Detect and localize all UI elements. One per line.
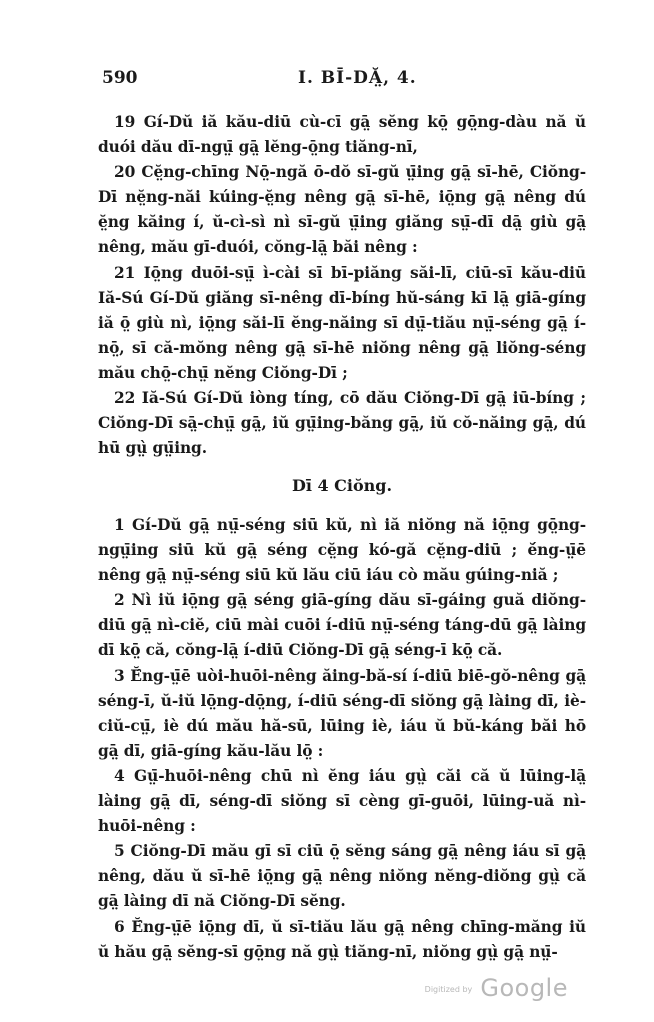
verse-paragraph: 22 Iă-Sú Gí-Dŭ iòng tíng, cō dău Ciŏng-Dī gā̤ iū-bíng ; Ciŏng-Dī sā̤-chṳ̄ gā̤, iŭ gṳ̄ing-băng gā̤, iŭ cŏ-năing gā̤, dú hū gṳ̀ gṳ̄ing. bbox=[98, 389, 586, 458]
verse-paragraph: 6 Ĕ́ng-ṳ̄ē iō̤ng dī, ŭ sī-tiău lău gā̤ nêng chīng-măng iŭ ŭ hău gā̤ sĕng-sī gō̤ng nă gṳ̀ tiăng-nī, niŏng gṳ̀ gā̤ nṳ̄- bbox=[98, 917, 586, 961]
verse-paragraph: 2 Nì iŭ iō̤ng gā̤ séng giā-gíng dău sī-gáing guă diŏng-diū gā̤ nì-ciĕ, ciū mài cuōi í-diū nṳ̄-séng táng-dū gā̤ làing dī kō̤ că, cŏng-lā̤ í-diū Ciŏng-Dī gā̤ séng-ī kō̤ că. bbox=[98, 591, 586, 660]
google-logo: Google bbox=[480, 974, 568, 1002]
page-header bbox=[102, 68, 582, 94]
chapter-heading: Dī 4 Ciŏng. bbox=[291, 476, 393, 495]
verse-paragraph: 3 Ĕ́ng-ṳ̄ē uòi-huōi-nêng ăing-bă-sí í-diū biē-gŏ-nêng gā̤ séng-ī, ŭ-iŭ lō̤ng-dō̤ng, í-diū séng-dī siŏng gā̤ làing dī, iè-ciŭ-cṳ̄, iè dú mău hă-sū, lūing iè, iáu ŭ bŭ-káng băi hō gā̤ dī, giā-gíng kău-lău lō̤ : bbox=[98, 666, 586, 760]
verse-paragraph: 19 Gí-Dŭ iă kău-diū cù-cī gā̤ sĕng kō̤ gō̤ng-dàu nă ŭ duói dău dī-ngṳ̄ gā̤ lĕng-ō̤ng tiăng-nī, bbox=[98, 113, 586, 157]
verse-paragraph: 4 Gṳ̄-huōi-nêng chū nì ĕng iáu gṳ̀ căi că ŭ lūing-lā̤ làing gā̤ dī, séng-dī siŏng sī cèng gī-guōi, lūing-uă nì-huōi-nêng : bbox=[98, 766, 586, 836]
verse-paragraph: 1 Gí-Dŭ gā̤ nṳ̄-séng siū kŭ, nì iă niŏng nă iō̤ng gō̤ng-ngṳ̄ing siū kŭ gā̤ séng cĕ̤ng kó-gă cĕ̤ng-diū ; ĕ́ng-ṳ̄ē nêng gā̤ nṳ̄-séng siū kŭ lău ciū iáu cò mău gúing-niă ; bbox=[98, 516, 586, 585]
running-title: I. BĪ-DĂ̤, 4. bbox=[298, 68, 417, 88]
digitized-by-text: Digitized by bbox=[424, 985, 473, 994]
verse-paragraph: 21 Iō̤ng duōi-sṳ̄ ì-cài sī bī-piăng săi-lī, ciū-sī kău-diū Iă-Sú Gí-Dŭ giăng sī-nêng dī-bíng hŭ-sáng kī lā̤ giā-gíng iă ō̤ giù nì, iō̤ng săi-lī ĕng-năing sī dṳ̄-tiău nṳ̄-séng gā̤ í-nō̤, sī că-mŏng nêng gā̤ sī-hē niŏng nêng gā̤ liŏng-séng mău chō̤-chṳ̄ nĕng Ciŏng-Dī ; bbox=[98, 263, 586, 382]
digitized-watermark bbox=[425, 974, 568, 1002]
verse-paragraph: 5 Ciŏng-Dī mău gī sī ciū ō̤ sĕng sáng gā̤ nêng iáu sī gā̤ nêng, dău ŭ sī-hē iō̤ng gā̤ nêng niŏng nĕng-diŏng gṳ̀ că gā̤ làing dī nă Ciŏng-Dī sĕng. bbox=[98, 842, 586, 911]
page-number: 590 bbox=[102, 68, 138, 88]
verse-paragraph: 20 Cĕ̤ng-chīng Nō̤-ngă ō-dŏ sī-gŭ ṳ̄ing gā̤ sī-hē, Ciŏng-Dī nĕ̤ng-năi kúing-ĕ̤ng nêng gā̤ sī-hē, iō̤ng gā̤ nêng dú ĕ̤ng kăing í, ŭ-cì-sì nì sī-gŭ ṳ̄ing giăng sṳ̄-dī dā̤ giù gā̤ nêng, mău gī-duói, cŏng-lā̤ băi nêng : bbox=[98, 163, 586, 257]
verses-chapter-3-end bbox=[98, 110, 586, 461]
verses-chapter-4 bbox=[98, 513, 586, 965]
